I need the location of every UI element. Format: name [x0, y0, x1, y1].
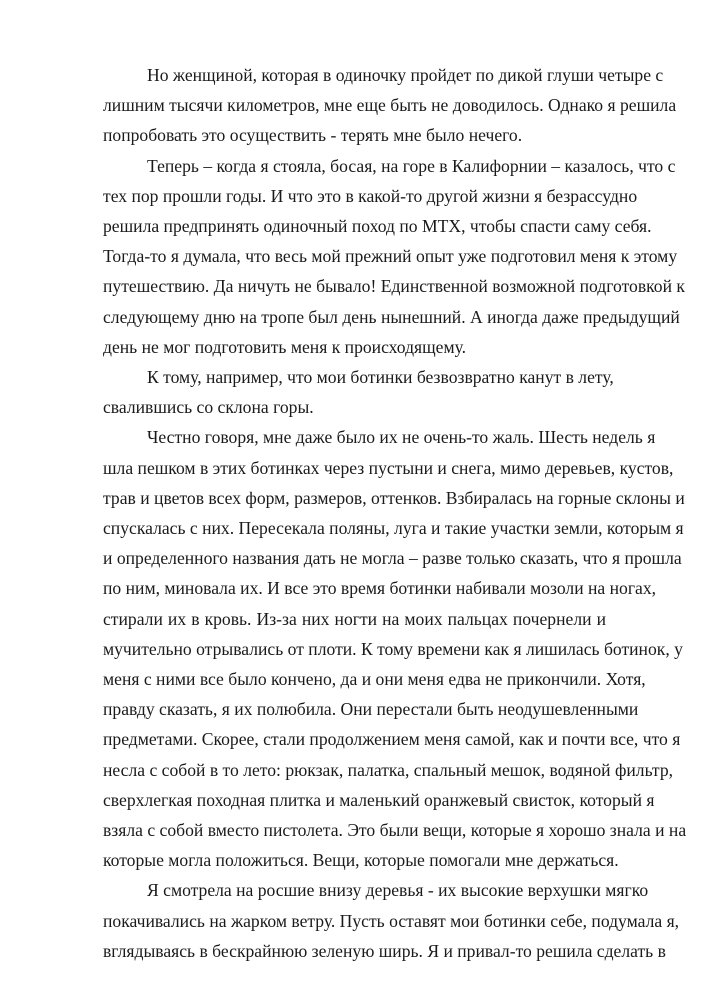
- text-line: путешествию. Да ничуть не бывало! Единственной возможной подготовкой к: [103, 276, 685, 297]
- text-line: предметами. Скорее, стали продолжением меня самой, как и почти все, что я: [103, 729, 681, 750]
- text-line: свалившись со склона горы.: [103, 397, 314, 418]
- text-line: сверхлегкая походная плитка и маленький оранжевый свисток, который я: [103, 789, 655, 810]
- text-line: правду сказать, я их полюбила. Они перестали быть неодушевленными: [103, 699, 639, 720]
- text-line: день не мог подготовить меня к происходящему.: [103, 336, 467, 357]
- text-line: стирали их в кровь. Из-за них ногти на моих пальцах почернели и: [103, 608, 606, 629]
- text-line: мучительно отрывались от плоти. К тому времени как я лишилась ботинок, у: [103, 638, 683, 659]
- text-line: Но женщиной, которая в одиночку пройдет по дикой глуши четыре с: [147, 65, 664, 85]
- text-line: по ним, миновала их. И все это время ботинки набивали мозоли на ногах,: [103, 578, 657, 599]
- text-line: К тому, например, что мои ботинки безвозвратно канут в лету,: [147, 367, 614, 388]
- paragraph: [103, 362, 614, 422]
- text-line: трав и цветов всех форм, размеров, оттенков. Взбиралась на горные склоны и: [103, 487, 685, 508]
- paragraph: [103, 60, 677, 151]
- text-line: решила предпринять одиночный поход по МТХ, чтобы спасти саму себя.: [103, 216, 652, 237]
- text-line: Я смотрела на росшие внизу деревья - их высокие верхушки мягко: [147, 880, 649, 901]
- text-line: вглядываясь в бескрайнюю зеленую ширь. Я и привал-то решила сделать в: [103, 940, 666, 961]
- text-line: несла с собой в то лето: рюкзак, палатка, спальный мешок, водяной фильтр,: [103, 759, 674, 780]
- text-line: попробовать это осуществить - терять мне было нечего.: [103, 125, 523, 146]
- text-line: лишним тысячи километров, мне еще быть не доводилось. Однако я решила: [103, 95, 677, 116]
- paragraph: [103, 151, 685, 362]
- text-line: спускалась с них. Пересекала поляны, луга и такие участки земли, которым я: [103, 518, 684, 539]
- text-line: Честно говоря, мне даже было их не очень-то жаль. Шесть недель я: [147, 427, 656, 448]
- text-line: Тогда-то я думала, что весь мой прежний опыт уже подготовил меня к этому: [103, 246, 678, 267]
- text-line: тех пор прошли годы. И что это в какой-то другой жизни я безрассудно: [103, 185, 638, 206]
- body-text: [103, 60, 687, 966]
- text-line: и определенного названия дать не могла – разве только сказать, что я прошла: [103, 548, 682, 569]
- text-line: меня с ними все было кончено, да и они меня едва не прикончили. Хотя,: [103, 669, 646, 690]
- paragraph: [103, 422, 687, 875]
- text-line: Теперь – когда я стояла, босая, на горе в Калифорнии – казалось, что с: [147, 155, 676, 176]
- text-line: покачивались на жарком ветру. Пусть оставят мои ботинки себе, подумала я,: [103, 910, 680, 931]
- paragraph: [103, 875, 680, 966]
- text-line: взяла с собой вместо пистолета. Это были вещи, которые я хорошо знала и на: [103, 820, 687, 841]
- text-line: следующему дню на тропе был день нынешний. А иногда даже предыдущий: [103, 306, 680, 327]
- text-line: шла пешком в этих ботинках через пустыни и снега, мимо деревьев, кустов,: [103, 457, 674, 478]
- text-line: которые могла положиться. Вещи, которые помогали мне держаться.: [103, 850, 619, 871]
